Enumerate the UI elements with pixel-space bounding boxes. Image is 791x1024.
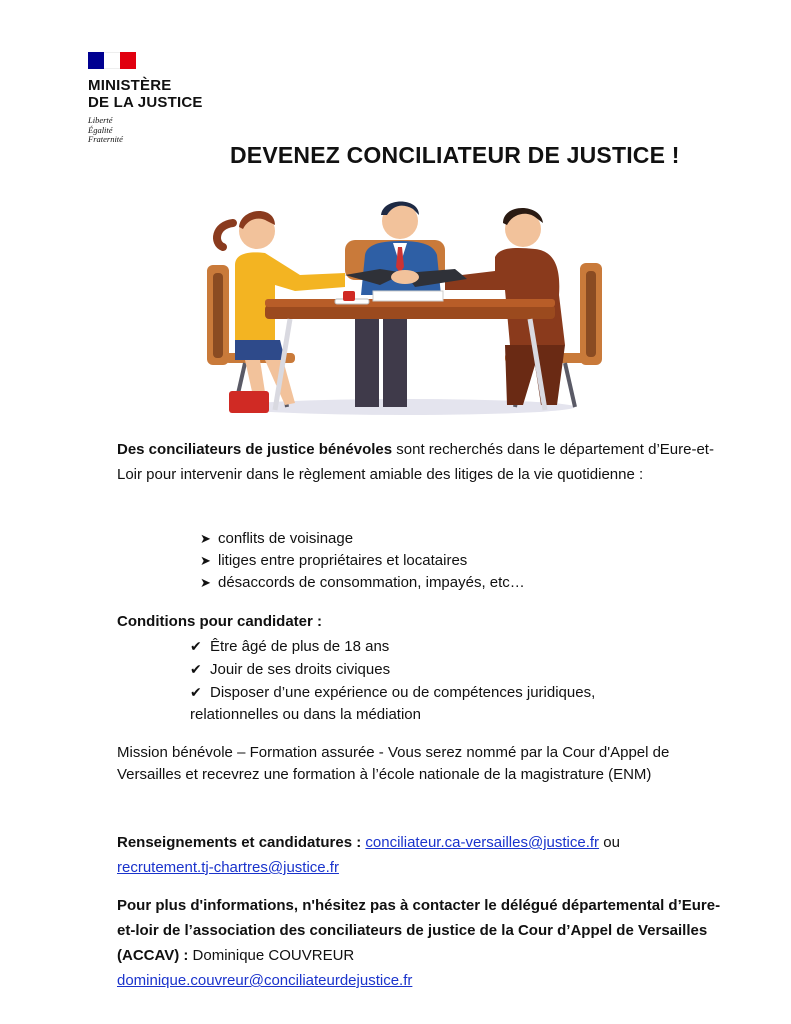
list-item: ➤ litiges entre propriétaires et locataires bbox=[200, 550, 525, 572]
email-link-ca-versailles[interactable]: conciliateur.ca-versailles@justice.fr bbox=[365, 834, 600, 851]
arrow-bullet-icon: ➤ bbox=[200, 575, 211, 590]
intro-bold: Des conciliateurs de justice bénévoles bbox=[117, 441, 393, 458]
motto-egalite: Égalité bbox=[88, 124, 113, 135]
checkmark-icon: ✔ bbox=[190, 684, 202, 700]
list-item: ✔ Disposer d’une expérience ou de compétences juridiques, bbox=[190, 681, 595, 704]
mission-paragraph: Mission bénévole – Formation assurée - Vous serez nommé par la Cour d'Appel de Versailles et recevrez une formation à l’école nationale de la magistrature (ENM) bbox=[117, 744, 670, 783]
contacts-label: Renseignements et candidatures : bbox=[117, 834, 362, 851]
conditions-heading: Conditions pour candidater : bbox=[117, 613, 322, 630]
arrow-bullet-icon: ➤ bbox=[200, 553, 211, 568]
contacts-paragraph bbox=[117, 830, 737, 880]
arrow-bullet-icon: ➤ bbox=[200, 531, 211, 546]
list-item: ➤ désaccords de consommation, impayés, etc… bbox=[200, 572, 525, 594]
intro-rest: sont recherchés dans le département d’Eure-et-Loir pour intervenir dans le règlement amiable des litiges de la vie quotidienne : bbox=[117, 441, 714, 483]
more-info-bold: Pour plus d'informations, n'hésitez pas à contacter le délégué départemental d’Eure-et-loir de l’association des conciliateurs de justice de la Cour d’Appel de Versailles (ACCAV) : bbox=[117, 897, 721, 964]
motto-fraternite: Fraternité bbox=[88, 134, 123, 144]
checkmark-icon: ✔ bbox=[190, 661, 202, 677]
motto-liberte: Liberté bbox=[88, 115, 113, 125]
list-item: ➤ conflits de voisinage bbox=[200, 528, 525, 550]
meeting-illustration bbox=[205, 195, 605, 417]
list-item: ✔ Jouir de ses droits civiques bbox=[190, 658, 595, 681]
intro-paragraph bbox=[117, 437, 737, 487]
ministry-logo bbox=[88, 52, 203, 145]
delegate-name: Dominique COUVREUR bbox=[188, 947, 355, 964]
email-link-tj-chartres[interactable]: recrutement.tj-chartres@justice.fr bbox=[117, 859, 339, 876]
contacts-or: ou bbox=[599, 834, 620, 851]
email-link-delegate[interactable]: dominique.couvreur@conciliateurdejustice.fr bbox=[117, 972, 413, 989]
ministry-name-line1: MINISTÈRE bbox=[88, 77, 172, 94]
ministry-name-line2: DE LA JUSTICE bbox=[88, 94, 203, 111]
republic-motto bbox=[88, 116, 203, 145]
list-item-continuation: relationnelles ou dans la médiation bbox=[190, 706, 421, 723]
french-flag-icon bbox=[88, 52, 136, 69]
page-title: DEVENEZ CONCILIATEUR DE JUSTICE ! bbox=[230, 142, 680, 168]
dispute-list bbox=[200, 528, 525, 594]
more-info-paragraph bbox=[117, 893, 737, 993]
ministry-name bbox=[88, 77, 203, 111]
checkmark-icon: ✔ bbox=[190, 638, 202, 654]
list-item: ✔ Être âgé de plus de 18 ans bbox=[190, 635, 595, 658]
conditions-list bbox=[190, 635, 595, 726]
